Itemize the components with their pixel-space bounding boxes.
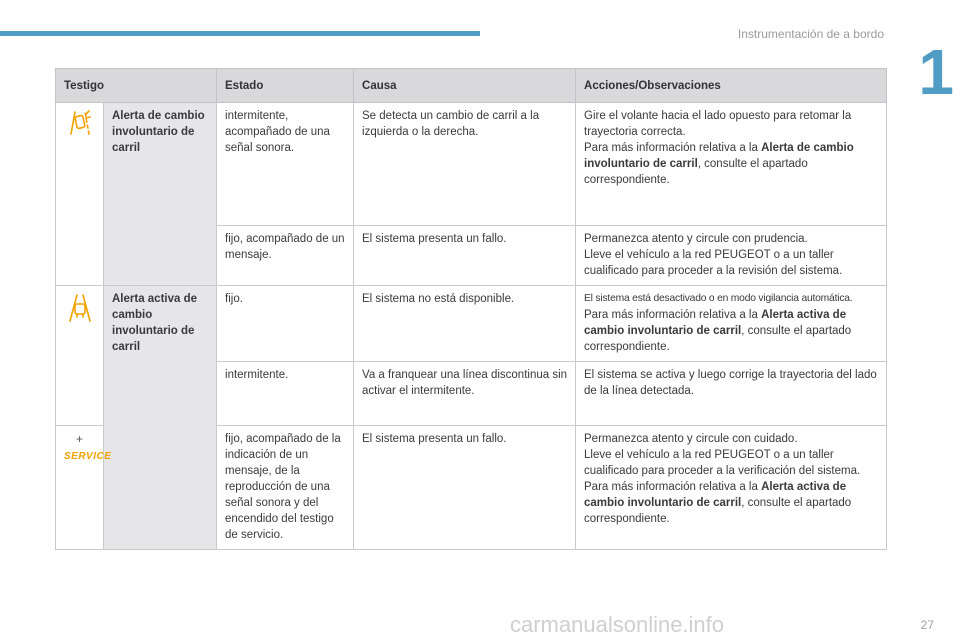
accion-text: Gire el volante hacia el lado opuesto para retomar la trayectoria correcta. [584,110,852,138]
table-header-row [56,69,887,103]
causa-cell: Se detecta un cambio de carril a la izquierda o la derecha. [354,103,576,226]
causa-cell: El sistema presenta un fallo. [354,226,576,286]
plus-sign: + [75,432,83,446]
accion-text: Permanezca atento y circule con prudencia. [584,233,808,245]
section-title: Instrumentación de a bordo [737,27,884,41]
col-header-causa: Causa [354,69,576,103]
estado-cell: intermitente. [217,362,354,426]
acciones-cell [576,286,887,362]
estado-cell: fijo. [217,286,354,362]
warning-lights-table [55,68,887,550]
estado-cell: fijo, acompañado de un mensaje. [217,226,354,286]
accion-text: Permanezca atento y circule con cuidado. [584,433,798,445]
active-lane-keeping-icon [66,291,94,323]
accion-note: El sistema está desactivado o en modo vigilancia automática. [584,293,853,304]
causa-cell: Va a franquear una línea discontinua sin activar el intermitente. [354,362,576,426]
page-number: 27 [920,618,934,632]
causa-cell: El sistema no está disponible. [354,286,576,362]
col-header-estado: Estado [217,69,354,103]
table-row [56,103,887,226]
accion-reference: Para más información relativa a la Alerta activa de cambio involuntario de carril, consulte el apartado correspondiente. [584,481,852,525]
table-row [56,286,887,362]
header-accent-bar [0,31,480,36]
icon-cell [56,426,112,550]
accion-text: Lleve el vehículo a la red PEUGEOT o a un taller cualificado para proceder a la verificación del sistema. [584,449,861,477]
causa-cell: El sistema presenta un fallo. [354,426,576,550]
icon-cell [56,286,104,426]
accion-reference: Para más información relativa a la Alerta activa de cambio involuntario de carril, consulte el apartado correspondiente. [584,309,852,353]
acciones-cell [576,426,887,550]
estado-cell: fijo, acompañado de la indicación de un mensaje, de la reproducción de una señal sonora y del encendido del testigo de servicio. [217,426,354,550]
acciones-cell [576,103,887,226]
col-header-acciones: Acciones/Observaciones [576,69,887,103]
estado-cell: intermitente, acompañado de una señal sonora. [217,103,354,226]
icon-cell [56,103,104,286]
watermark: carmanualsonline.info [510,612,725,637]
warning-name: Alerta activa de cambio involuntario de carril [104,286,217,550]
accion-text: Lleve el vehículo a la red PEUGEOT o a un taller cualificado para proceder a la revisión del sistema. [584,249,843,277]
chapter-number: 1 [918,36,954,108]
lane-departure-icon [67,108,93,136]
acciones-cell [576,226,887,286]
service-icon: SERVICE [64,451,112,462]
accion-reference: Para más información relativa a la Alerta de cambio involuntario de carril, consulte el apartado correspondiente. [584,142,854,186]
warning-name: Alerta de cambio involuntario de carril [104,103,217,286]
acciones-cell: El sistema se activa y luego corrige la trayectoria del lado de la línea detectada. [576,362,887,426]
col-header-testigo: Testigo [56,69,217,103]
